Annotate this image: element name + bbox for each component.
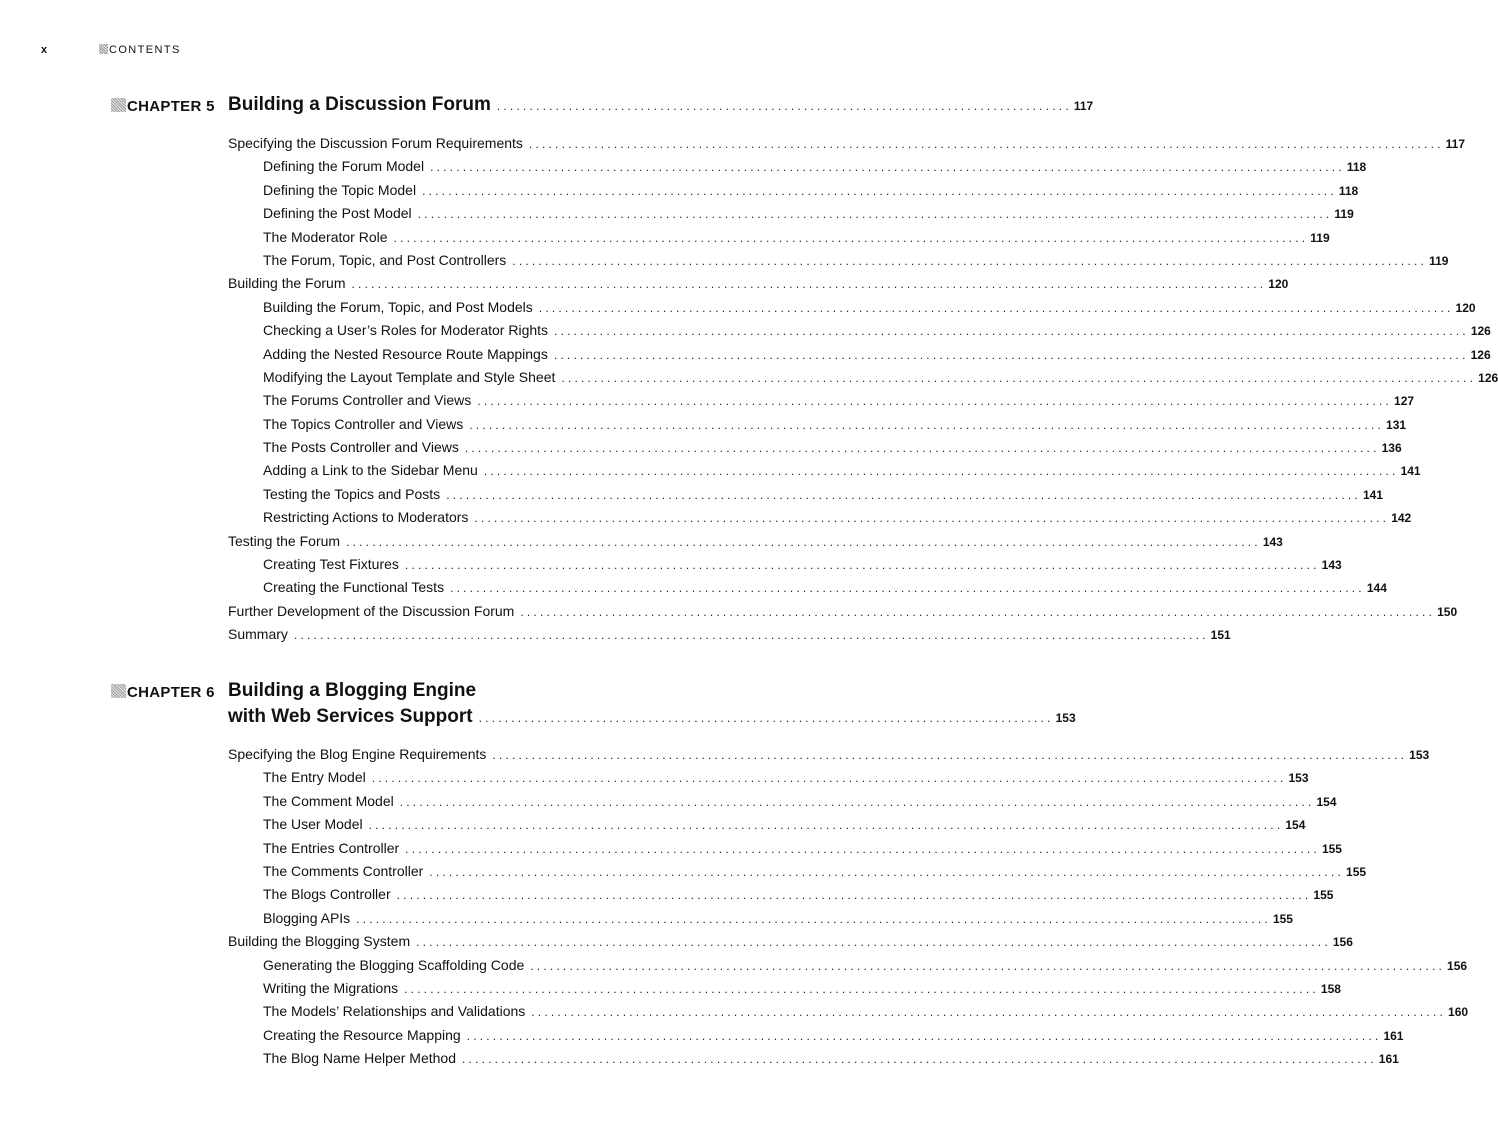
toc-entry-page-number: 119 xyxy=(1310,230,1330,245)
toc-entry-page-number: 118 xyxy=(1346,160,1367,175)
toc-entry xyxy=(228,368,1498,392)
page-folio: x xyxy=(41,44,48,56)
leader-dots: ............................................................................................................................................ xyxy=(399,794,1315,809)
leader-dots: ............................................................................................................................................ xyxy=(346,534,1261,549)
chapter-ornament-icon xyxy=(111,684,126,698)
toc-entry xyxy=(228,181,1359,205)
toc-entry-page-number: 118 xyxy=(1338,183,1359,198)
toc-entry-title: Generating the Blogging Scaffolding Code xyxy=(263,956,525,973)
leader-dots: ............................................................................................................................................ xyxy=(368,818,1284,833)
toc-entry-title: The Entries Controller xyxy=(263,839,400,856)
header-ornament-icon xyxy=(99,44,108,54)
leader-dots: ............................................................................................................................................ xyxy=(474,511,1390,526)
leader-dots: ............................................................................................................................................ xyxy=(417,207,1333,222)
toc-entry-title: Building the Blogging System xyxy=(228,933,411,950)
leader-dots: ........................................................................................ xyxy=(496,99,1072,113)
toc-entry xyxy=(228,439,1402,462)
leader-dots: ............................................................................................................................................ xyxy=(520,604,1436,619)
toc-entry-title: Building the Forum xyxy=(228,275,346,292)
toc-entry-page-number: 160 xyxy=(1448,1005,1469,1020)
chapter-title xyxy=(228,94,1094,120)
chapter-label xyxy=(111,684,215,701)
toc-entry-page-number: 156 xyxy=(1447,958,1468,973)
toc-entry-page-number: 144 xyxy=(1366,581,1387,596)
leader-dots: ............................................................................................................................................ xyxy=(416,935,1331,950)
toc-entry xyxy=(228,1026,1404,1050)
toc-entry-page-number: 154 xyxy=(1316,794,1337,809)
toc-entry-title: Creating the Resource Mapping xyxy=(263,1026,461,1043)
leader-dots: ............................................................................................................................................ xyxy=(528,137,1444,151)
toc-entry-title: The Topics Controller and Views xyxy=(263,415,464,432)
chapter-page-number: 117 xyxy=(1073,99,1094,113)
toc-entry-page-number: 117 xyxy=(1445,137,1466,151)
toc-entry-title: The Comment Model xyxy=(263,792,394,809)
leader-dots: ............................................................................................................................................ xyxy=(405,841,1320,856)
leader-dots: ............................................................................................................................................ xyxy=(422,183,1337,198)
toc-entry xyxy=(228,298,1476,322)
toc-entry-title: Checking a User’s Roles for Moderator Rights xyxy=(263,322,549,339)
toc-entry-title: Testing the Forum xyxy=(228,532,341,549)
toc-entry-title: The Blogs Controller xyxy=(263,886,391,903)
toc-entry-page-number: 150 xyxy=(1437,604,1458,619)
leader-dots: ............................................................................................................................................ xyxy=(450,581,1365,596)
toc-entry-title: Adding the Nested Resource Route Mappings xyxy=(263,345,548,362)
toc-entry xyxy=(228,135,1466,158)
leader-dots: ............................................................................................................................................ xyxy=(429,864,1345,879)
toc-entry-title: Creating the Functional Tests xyxy=(263,579,445,596)
toc-entry xyxy=(228,415,1407,439)
toc-entry-page-number: 142 xyxy=(1391,511,1412,526)
toc-entry-page-number: 119 xyxy=(1334,207,1354,222)
toc-entry xyxy=(228,769,1309,792)
toc-entry-page-number: 153 xyxy=(1288,771,1309,786)
toc-entry-page-number: 161 xyxy=(1383,1028,1404,1043)
toc-entry-title: Building the Forum, Topic, and Post Models xyxy=(263,298,533,315)
toc-entry-title: The Models’ Relationships and Validations xyxy=(263,1003,526,1020)
toc-entry xyxy=(228,839,1342,863)
leader-dots: ........................................................................................ xyxy=(478,711,1054,725)
chapter-entries xyxy=(228,135,1498,650)
toc-entry-page-number: 154 xyxy=(1285,818,1306,833)
toc-entry-page-number: 155 xyxy=(1272,911,1293,926)
toc-entry xyxy=(228,862,1367,886)
toc-entry xyxy=(228,1050,1399,1073)
toc-entry-page-number: 127 xyxy=(1394,394,1415,409)
toc-entry-page-number: 156 xyxy=(1332,935,1353,950)
toc-entry-title: Modifying the Layout Template and Style Sheet xyxy=(263,368,556,385)
toc-entry xyxy=(228,228,1330,252)
toc-entry-title: Restricting Actions to Moderators xyxy=(263,509,469,526)
toc-entry xyxy=(228,158,1367,181)
leader-dots: ............................................................................................................................................ xyxy=(430,160,1345,175)
leader-dots: ............................................................................................................................................ xyxy=(462,1052,1377,1067)
toc-entry xyxy=(228,792,1337,816)
toc-entry-page-number: 155 xyxy=(1346,864,1367,879)
leader-dots: ............................................................................................................................................ xyxy=(530,958,1446,973)
toc-entry xyxy=(228,886,1334,909)
toc-entry-page-number: 136 xyxy=(1381,441,1402,456)
toc-entry xyxy=(228,626,1231,649)
toc-entry-title: Defining the Topic Model xyxy=(263,181,417,198)
toc-entry-title: Specifying the Blog Engine Requirements xyxy=(228,746,487,762)
toc-entry-page-number: 158 xyxy=(1320,981,1341,996)
toc-entry-title: The Forum, Topic, and Post Controllers xyxy=(263,251,507,268)
toc-entry-page-number: 126 xyxy=(1470,324,1491,339)
leader-dots: ............................................................................................................................................ xyxy=(531,1005,1447,1020)
leader-dots: ............................................................................................................................................ xyxy=(538,300,1454,315)
toc-entry xyxy=(228,602,1458,626)
toc-entry xyxy=(228,509,1412,532)
toc-entry xyxy=(228,979,1341,1003)
chapter-title-text: Building a Discussion Forum xyxy=(228,94,491,115)
toc-entry-page-number: 119 xyxy=(1429,253,1449,268)
toc-entry xyxy=(228,909,1293,933)
toc-entry-page-number: 131 xyxy=(1386,417,1407,432)
toc-entry xyxy=(228,956,1468,980)
toc-entry xyxy=(228,579,1387,602)
chapter-title-text: with Web Services Support xyxy=(228,706,473,727)
leader-dots: ............................................................................................................................................ xyxy=(477,394,1393,409)
leader-dots: ............................................................................................................................................ xyxy=(483,464,1399,479)
toc-entry-page-number: 161 xyxy=(1378,1052,1399,1067)
leader-dots: ............................................................................................................................................ xyxy=(293,628,1209,643)
leader-dots: ............................................................................................................................................ xyxy=(404,981,1319,996)
leader-dots: ............................................................................................................................................ xyxy=(466,1028,1382,1043)
toc-entry-title: Defining the Forum Model xyxy=(263,158,425,175)
chapter-title-line-2 xyxy=(228,706,1076,732)
toc-entry-title: The Forums Controller and Views xyxy=(263,392,472,409)
toc-entry-page-number: 126 xyxy=(1478,370,1498,385)
leader-dots: ............................................................................................................................................ xyxy=(396,888,1312,903)
toc-entry-title: Creating Test Fixtures xyxy=(263,556,399,573)
toc-entry-title: Summary xyxy=(228,626,288,643)
leader-dots: ............................................................................................................................................ xyxy=(356,911,1271,926)
toc-entry xyxy=(228,205,1354,228)
toc-entry-title: Testing the Topics and Posts xyxy=(263,485,441,502)
leader-dots: ............................................................................................................................................ xyxy=(553,347,1469,362)
toc-entry xyxy=(228,322,1491,345)
leader-dots: ............................................................................................................................................ xyxy=(561,370,1477,385)
running-header-text: CONTENTS xyxy=(109,44,181,56)
chapter-label xyxy=(111,98,215,115)
toc-entry-page-number: 155 xyxy=(1321,841,1342,856)
toc-entry xyxy=(228,392,1415,415)
toc-entry-title: Adding a Link to the Sidebar Menu xyxy=(263,462,478,479)
toc-entry xyxy=(228,275,1289,298)
toc-entry-title: Defining the Post Model xyxy=(263,205,412,222)
toc-entry-title: The User Model xyxy=(263,816,363,833)
leader-dots: ............................................................................................................................................ xyxy=(464,441,1380,456)
leader-dots: ............................................................................................................................................ xyxy=(492,748,1408,762)
chapter-label-text: CHAPTER 6 xyxy=(127,684,215,701)
toc-entry-page-number: 141 xyxy=(1362,487,1383,502)
toc-entry-page-number: 143 xyxy=(1262,534,1283,549)
chapter-label-text: CHAPTER 5 xyxy=(127,98,215,115)
toc-entry xyxy=(228,1003,1469,1026)
toc-entry xyxy=(228,462,1421,485)
toc-entry xyxy=(228,556,1342,579)
toc-entry-page-number: 153 xyxy=(1409,748,1430,762)
toc-entry-page-number: 126 xyxy=(1470,347,1491,362)
toc-entry-title: The Entry Model xyxy=(263,769,366,786)
leader-dots: ............................................................................................................................................ xyxy=(371,771,1287,786)
running-header xyxy=(99,44,181,56)
toc-entry-title: The Posts Controller and Views xyxy=(263,439,459,456)
leader-dots: ............................................................................................................................................ xyxy=(554,324,1469,339)
toc-entry xyxy=(228,345,1491,369)
chapter-title-text: Building a Blogging Engine xyxy=(228,680,477,701)
toc-entry-title: The Moderator Role xyxy=(263,228,388,245)
toc-entry-page-number: 141 xyxy=(1400,464,1421,479)
toc-entry-page-number: 120 xyxy=(1268,277,1289,292)
leader-dots: ............................................................................................................................................ xyxy=(446,487,1361,502)
toc-entry xyxy=(228,485,1383,509)
toc-entry xyxy=(228,251,1449,275)
leader-dots: ............................................................................................................................................ xyxy=(404,558,1320,573)
toc-entry-title: Blogging APIs xyxy=(263,909,351,926)
toc-entry-title: The Blog Name Helper Method xyxy=(263,1050,456,1067)
toc-entry xyxy=(228,816,1306,839)
leader-dots: ............................................................................................................................................ xyxy=(351,277,1267,292)
chapter-entries xyxy=(228,746,1469,1073)
toc-entry-title: Specifying the Discussion Forum Requirements xyxy=(228,135,523,151)
toc-entry xyxy=(228,532,1283,556)
chapter-ornament-icon xyxy=(111,98,126,112)
leader-dots: ............................................................................................................................................ xyxy=(512,253,1428,268)
toc-entry-page-number: 143 xyxy=(1321,558,1342,573)
toc-entry xyxy=(228,746,1430,769)
toc-entry-page-number: 151 xyxy=(1210,628,1231,643)
leader-dots: ............................................................................................................................................ xyxy=(469,417,1385,432)
chapter-page-number: 153 xyxy=(1055,711,1076,725)
toc-entry-page-number: 120 xyxy=(1455,300,1476,315)
toc-entry-title: Further Development of the Discussion Forum xyxy=(228,602,515,619)
toc-entry-title: The Comments Controller xyxy=(263,862,424,879)
toc-entry-page-number: 155 xyxy=(1313,888,1334,903)
toc-entry-title: Writing the Migrations xyxy=(263,979,399,996)
toc-entry xyxy=(228,933,1353,956)
leader-dots: ............................................................................................................................................ xyxy=(393,230,1309,245)
chapter-title-line-1 xyxy=(228,680,710,706)
